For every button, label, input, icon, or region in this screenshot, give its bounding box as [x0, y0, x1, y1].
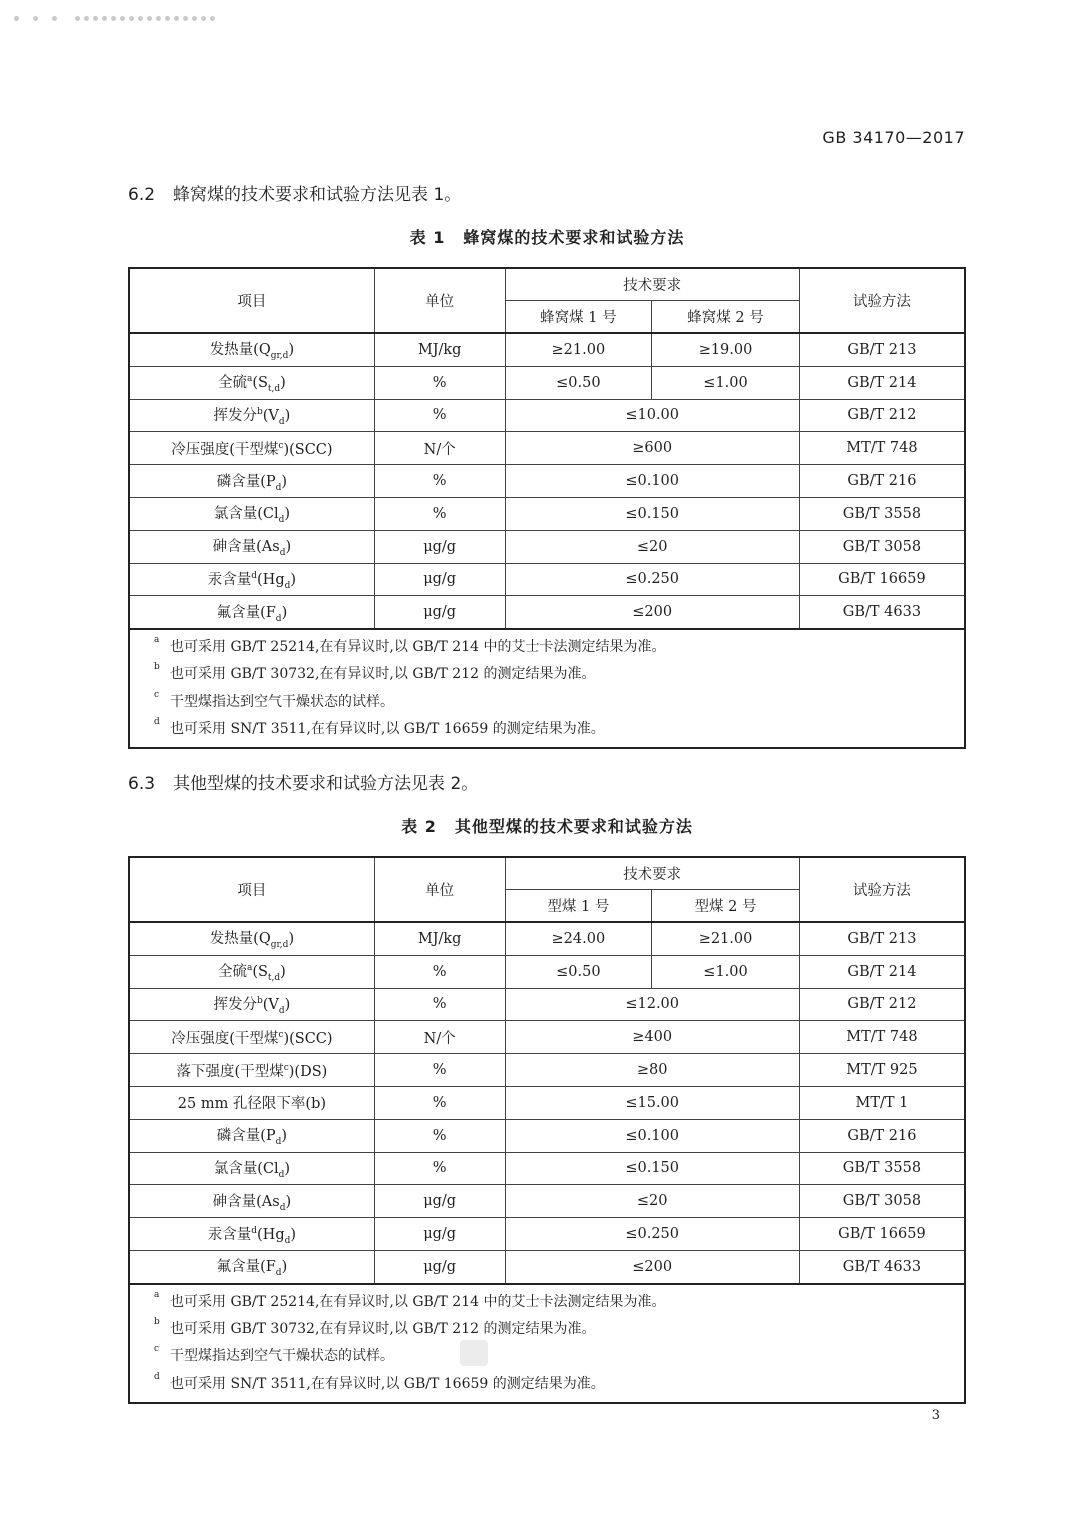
table-row — [129, 1086, 965, 1119]
footnote — [154, 1343, 964, 1370]
item-suffix: ) — [285, 1193, 292, 1210]
item-suffix: ) — [284, 997, 291, 1014]
item-name: 发热量(Q — [209, 342, 271, 359]
unit-cell: % — [374, 1119, 505, 1152]
page-number: 3 — [931, 1408, 940, 1423]
item-suffix: ) — [290, 1226, 297, 1243]
footnote-mark: c — [154, 689, 160, 700]
requirement-cell-1: ≥24.00 — [505, 922, 652, 955]
item-subscript: d — [279, 1202, 286, 1213]
item-name: 冷压强度(干型煤 — [171, 1030, 279, 1047]
item-suffix: ) — [281, 1259, 288, 1276]
footnote-mark: c — [278, 1029, 284, 1040]
item-subscript: d — [278, 416, 285, 427]
method-cell: MT/T 1 — [799, 1086, 965, 1119]
clause-text: 蜂窝煤的技术要求和试验方法见表 1。 — [173, 185, 462, 205]
item-name: 发热量(Q — [209, 931, 271, 948]
footnote-mark: a — [154, 635, 160, 646]
item-name: 全硫 — [217, 964, 247, 981]
item-subscript: d — [284, 580, 291, 591]
footnote-mark: b — [256, 996, 263, 1007]
requirement-cell-2: ≤1.00 — [652, 955, 800, 988]
header-sub-2: 蜂窝煤 2 号 — [652, 301, 800, 334]
item-suffix: ) — [284, 506, 291, 523]
header-unit: 单位 — [374, 857, 505, 922]
clause-number: 6.2 — [128, 185, 156, 205]
notes-cell — [129, 1284, 965, 1403]
clause-6-2 — [128, 180, 461, 205]
footnote-mark: a — [246, 963, 253, 974]
requirement-cell-1: ≤0.50 — [505, 366, 652, 399]
footnote — [154, 1289, 964, 1316]
dot-icon — [52, 16, 57, 21]
item-subscript: d — [278, 1169, 285, 1180]
method-cell: GB/T 213 — [799, 922, 965, 955]
requirement-cell: ≤0.250 — [505, 1218, 799, 1251]
table-row — [129, 1119, 965, 1152]
item-symbol: (Hg — [257, 1226, 285, 1243]
footnote-text: 也可采用 GB/T 25214,在有异议时,以 GB/T 214 中的艾士卡法测定结果为准。 — [170, 1293, 666, 1310]
requirement-cell-2: ≥21.00 — [652, 922, 800, 955]
table1-caption — [128, 225, 966, 248]
item-symbol: (Hg — [257, 572, 285, 589]
table-row — [129, 922, 965, 955]
item-suffix: ) — [284, 408, 291, 425]
unit-cell: N/个 — [374, 432, 505, 465]
unit-cell: % — [374, 497, 505, 530]
method-cell: MT/T 748 — [799, 1021, 965, 1054]
unit-cell: % — [374, 988, 505, 1021]
unit-cell: % — [374, 366, 505, 399]
footnote-mark: d — [154, 717, 160, 728]
method-cell: GB/T 213 — [799, 333, 965, 366]
item-suffix: ) — [281, 1128, 288, 1145]
item-symbol: (S — [252, 964, 268, 981]
item-cell — [129, 1119, 374, 1152]
blurred-mark — [460, 1340, 488, 1366]
footnote — [154, 1316, 964, 1343]
table-row — [129, 563, 965, 596]
item-subscript: t,d — [267, 973, 281, 984]
item-suffix: ) — [280, 964, 286, 981]
item-cell — [129, 1152, 374, 1185]
header-unit: 单位 — [374, 268, 505, 333]
item-cell — [129, 465, 374, 498]
unit-cell: % — [374, 399, 505, 432]
header-item: 项目 — [129, 268, 374, 333]
unit-cell: μg/g — [374, 596, 505, 629]
footnote-mark: b — [256, 407, 263, 418]
item-name: 汞含量 — [207, 1226, 252, 1243]
header-sub-1: 型煤 1 号 — [505, 890, 652, 923]
method-cell: GB/T 4633 — [799, 596, 965, 629]
requirement-cell: ≥80 — [505, 1054, 799, 1087]
table-row — [129, 955, 965, 988]
header-sub-1: 蜂窝煤 1 号 — [505, 301, 652, 334]
item-name: 氯含量(Cl — [213, 506, 279, 523]
item-subscript: t,d — [267, 384, 281, 395]
requirement-cell: ≤10.00 — [505, 399, 799, 432]
footnote-mark: d — [154, 1371, 160, 1382]
notes-row — [129, 629, 965, 748]
item-subscript: d — [275, 1268, 282, 1279]
item-subscript: gr,d — [270, 940, 289, 951]
item-symbol: (V — [262, 997, 279, 1014]
item-cell — [129, 1021, 374, 1054]
requirement-cell: ≤20 — [505, 530, 799, 563]
footnote — [154, 661, 964, 688]
requirement-cell-1: ≥21.00 — [505, 333, 652, 366]
caption-label: 表 2 — [401, 817, 437, 836]
item-suffix: )(DS) — [288, 1063, 328, 1080]
item-name: 砷含量(As — [212, 539, 280, 556]
item-suffix: )(SCC) — [283, 1030, 333, 1047]
method-cell: GB/T 3058 — [799, 530, 965, 563]
item-suffix: ) — [281, 473, 288, 490]
requirement-cell: ≤0.100 — [505, 1119, 799, 1152]
header-method: 试验方法 — [799, 268, 965, 333]
method-cell: GB/T 4633 — [799, 1250, 965, 1283]
header-method: 试验方法 — [799, 857, 965, 922]
header-requirement: 技术要求 — [505, 857, 799, 890]
footnote-text: 也可采用 SN/T 3511,在有异议时,以 GB/T 16659 的测定结果为准。 — [170, 721, 605, 738]
item-subscript: d — [275, 482, 282, 493]
dot-icon — [33, 16, 38, 21]
item-cell — [129, 922, 374, 955]
unit-cell: % — [374, 1086, 505, 1119]
item-name: 氯含量(Cl — [213, 1161, 279, 1178]
table-row — [129, 1185, 965, 1218]
table-row — [129, 465, 965, 498]
table2 — [128, 856, 966, 1404]
table2-caption — [128, 814, 966, 837]
table-row — [129, 596, 965, 629]
footnote-mark: d — [251, 1225, 258, 1236]
caption-text: 其他型煤的技术要求和试验方法 — [454, 817, 693, 836]
method-cell: GB/T 216 — [799, 465, 965, 498]
unit-cell: % — [374, 1152, 505, 1185]
item-name: 氟含量(F — [216, 604, 276, 621]
item-name: 冷压强度(干型煤 — [171, 441, 279, 458]
table-row — [129, 333, 965, 366]
standard-number: GB 34170—2017 — [822, 128, 965, 147]
window-dots — [14, 16, 215, 24]
unit-cell: N/个 — [374, 1021, 505, 1054]
table-row — [129, 1021, 965, 1054]
item-subscript: d — [275, 1137, 282, 1148]
table-row — [129, 497, 965, 530]
footnote — [154, 689, 964, 716]
item-cell — [129, 399, 374, 432]
footnote-mark: c — [154, 1344, 160, 1355]
requirement-cell: ≤12.00 — [505, 988, 799, 1021]
table-row — [129, 366, 965, 399]
unit-cell: μg/g — [374, 1250, 505, 1283]
item-suffix: )(SCC) — [283, 441, 333, 458]
notes-cell — [129, 629, 965, 748]
method-cell: GB/T 16659 — [799, 1218, 965, 1251]
unit-cell: MJ/kg — [374, 333, 505, 366]
unit-cell: μg/g — [374, 563, 505, 596]
requirement-cell: ≤0.150 — [505, 497, 799, 530]
requirement-cell: ≤20 — [505, 1185, 799, 1218]
unit-cell: MJ/kg — [374, 922, 505, 955]
item-cell — [129, 1185, 374, 1218]
dotted-bar-icon — [75, 16, 215, 24]
notes-row — [129, 1284, 965, 1403]
method-cell: GB/T 3058 — [799, 1185, 965, 1218]
footnote — [154, 1371, 964, 1398]
item-symbol: (V — [262, 408, 279, 425]
item-cell — [129, 497, 374, 530]
table1 — [128, 267, 966, 749]
item-suffix: ) — [284, 1161, 291, 1178]
item-cell — [129, 1086, 374, 1119]
item-name: 磷含量(P — [216, 1128, 276, 1145]
item-subscript: d — [278, 515, 285, 526]
method-cell: GB/T 214 — [799, 366, 965, 399]
item-cell — [129, 955, 374, 988]
item-cell — [129, 1218, 374, 1251]
table-row — [129, 1152, 965, 1185]
item-cell — [129, 1250, 374, 1283]
table-row — [129, 432, 965, 465]
item-name: 挥发分 — [213, 408, 257, 425]
footnote-mark: a — [246, 374, 253, 385]
item-suffix: ) — [288, 342, 295, 359]
item-suffix: ) — [288, 931, 295, 948]
footnote — [154, 716, 964, 743]
unit-cell: μg/g — [374, 1185, 505, 1218]
item-cell — [129, 988, 374, 1021]
footnote-text: 也可采用 GB/T 30732,在有异议时,以 GB/T 212 的测定结果为准。 — [170, 1321, 596, 1338]
method-cell: GB/T 3558 — [799, 497, 965, 530]
item-suffix: ) — [290, 572, 297, 589]
item-subscript: gr,d — [270, 351, 289, 362]
footnote-mark: b — [154, 662, 160, 673]
caption-label: 表 1 — [409, 228, 446, 247]
item-symbol: (S — [252, 375, 268, 392]
unit-cell: % — [374, 465, 505, 498]
table-row — [129, 399, 965, 432]
footnote-text: 也可采用 SN/T 3511,在有异议时,以 GB/T 16659 的测定结果为准。 — [170, 1375, 605, 1392]
method-cell: GB/T 16659 — [799, 563, 965, 596]
header-sub-2: 型煤 2 号 — [652, 890, 800, 923]
footnote-mark: d — [251, 571, 258, 582]
item-suffix: ) — [285, 539, 292, 556]
table-row — [129, 988, 965, 1021]
footnote-mark: a — [154, 1289, 160, 1300]
method-cell: GB/T 3558 — [799, 1152, 965, 1185]
header-item: 项目 — [129, 857, 374, 922]
footnote-text: 干型煤指达到空气干燥状态的试样。 — [170, 1348, 394, 1365]
header-requirement: 技术要求 — [505, 268, 799, 301]
item-subscript: d — [279, 548, 286, 559]
method-cell: GB/T 212 — [799, 399, 965, 432]
item-cell — [129, 596, 374, 629]
footnote-text: 干型煤指达到空气干燥状态的试样。 — [170, 693, 394, 710]
footnote-mark: b — [154, 1317, 160, 1328]
item-name: 汞含量 — [207, 572, 252, 589]
table-row — [129, 1218, 965, 1251]
item-cell — [129, 432, 374, 465]
requirement-cell: ≤15.00 — [505, 1086, 799, 1119]
item-name: 全硫 — [217, 375, 247, 392]
requirement-cell: ≥600 — [505, 432, 799, 465]
item-cell — [129, 366, 374, 399]
item-cell — [129, 530, 374, 563]
footnote-mark: c — [278, 440, 284, 451]
item-name: 25 mm 孔径限下率(b) — [177, 1096, 327, 1113]
requirement-cell: ≤0.250 — [505, 563, 799, 596]
item-subscript: d — [284, 1235, 291, 1246]
table-row — [129, 530, 965, 563]
dot-icon — [14, 16, 19, 21]
unit-cell: μg/g — [374, 1218, 505, 1251]
clause-text: 其他型煤的技术要求和试验方法见表 2。 — [173, 774, 479, 794]
item-name: 挥发分 — [213, 997, 257, 1014]
method-cell: GB/T 214 — [799, 955, 965, 988]
item-suffix: ) — [281, 604, 288, 621]
requirement-cell: ≤0.100 — [505, 465, 799, 498]
requirement-cell: ≥400 — [505, 1021, 799, 1054]
requirement-cell-2: ≤1.00 — [652, 366, 800, 399]
unit-cell: % — [374, 1054, 505, 1087]
item-subscript: d — [275, 613, 282, 624]
requirement-cell: ≤0.150 — [505, 1152, 799, 1185]
unit-cell: % — [374, 955, 505, 988]
clause-6-3 — [128, 769, 478, 794]
method-cell: GB/T 216 — [799, 1119, 965, 1152]
footnote-text: 也可采用 GB/T 30732,在有异议时,以 GB/T 212 的测定结果为准。 — [170, 666, 596, 683]
requirement-cell-1: ≤0.50 — [505, 955, 652, 988]
item-name: 氟含量(F — [216, 1259, 276, 1276]
footnote-text: 也可采用 GB/T 25214,在有异议时,以 GB/T 214 中的艾士卡法测定结果为准。 — [170, 639, 666, 656]
item-cell — [129, 333, 374, 366]
table-row — [129, 1250, 965, 1283]
requirement-cell: ≤200 — [505, 596, 799, 629]
caption-text: 蜂窝煤的技术要求和试验方法 — [463, 228, 685, 247]
item-name: 磷含量(P — [216, 473, 276, 490]
method-cell: MT/T 925 — [799, 1054, 965, 1087]
item-suffix: ) — [280, 375, 286, 392]
item-cell — [129, 1054, 374, 1087]
requirement-cell: ≤200 — [505, 1250, 799, 1283]
item-name: 砷含量(As — [212, 1193, 280, 1210]
unit-cell: μg/g — [374, 530, 505, 563]
requirement-cell-2: ≥19.00 — [652, 333, 800, 366]
method-cell: GB/T 212 — [799, 988, 965, 1021]
item-name: 落下强度(干型煤 — [176, 1063, 284, 1080]
item-cell — [129, 563, 374, 596]
item-subscript: d — [278, 1005, 285, 1016]
table-row — [129, 1054, 965, 1087]
clause-number: 6.3 — [128, 774, 156, 794]
method-cell: MT/T 748 — [799, 432, 965, 465]
footnote — [154, 634, 964, 661]
footnote-mark: c — [283, 1062, 289, 1073]
